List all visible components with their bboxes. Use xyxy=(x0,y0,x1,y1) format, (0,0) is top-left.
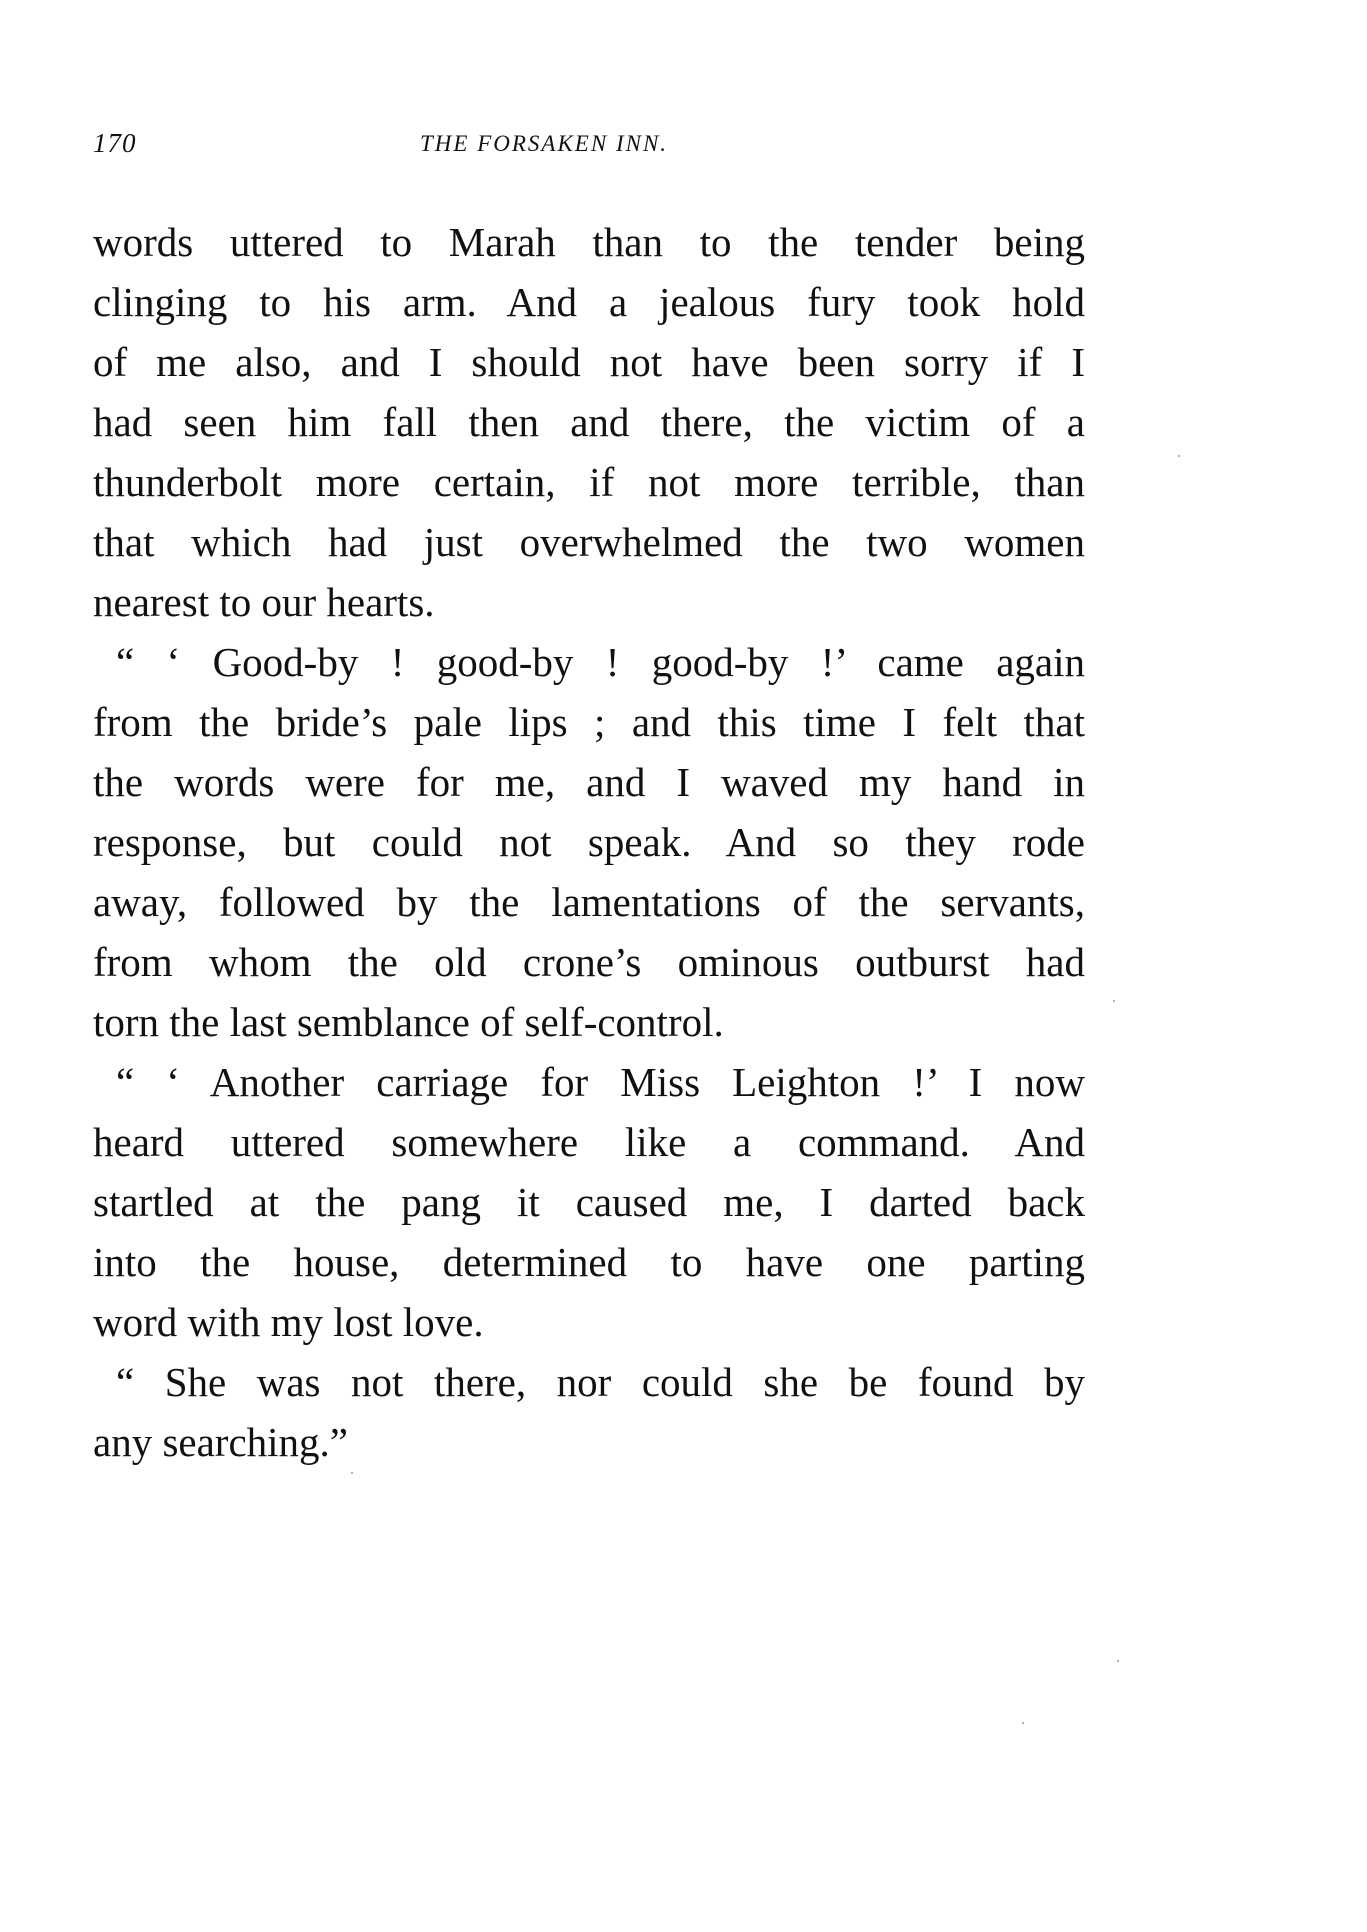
scan-speck xyxy=(1113,1000,1115,1002)
text-line: startled at the pang it caused me, I darted back xyxy=(93,1179,1085,1225)
text-line: torn the last semblance of self-control. xyxy=(93,999,724,1045)
text-line: heard uttered somewhere like a command. And xyxy=(93,1119,1085,1165)
text-line: words uttered to Marah than to the tender being xyxy=(93,219,1085,265)
running-title: THE FORSAKEN INN. xyxy=(420,131,669,156)
text-line: away, followed by the lamentations of the servants, xyxy=(93,879,1085,925)
text-line: from whom the old crone’s ominous outburst had xyxy=(93,939,1085,985)
text-line: of me also, and I should not have been sorry if I xyxy=(93,339,1085,385)
text-line: word with my lost love. xyxy=(93,1299,484,1345)
page-number: 170 xyxy=(93,128,137,158)
text-line: into the house, determined to have one parting xyxy=(93,1239,1085,1285)
text-line: thunderbolt more certain, if not more terrible, than xyxy=(93,459,1085,505)
text-line: “ She was not there, nor could she be found by xyxy=(116,1359,1085,1405)
text-line: had seen him fall then and there, the victim of a xyxy=(93,399,1085,445)
text-line: the words were for me, and I waved my hand in xyxy=(93,759,1085,805)
scan-speck xyxy=(1117,1660,1119,1662)
text-line: nearest to our hearts. xyxy=(93,579,435,625)
text-line: any searching.” xyxy=(93,1419,348,1465)
text-line: “ ‘ Another carriage for Miss Leighton !’ I now xyxy=(116,1059,1085,1105)
scan-speck xyxy=(1022,1722,1024,1724)
scan-speck xyxy=(1178,455,1180,457)
scan-speck xyxy=(351,1472,353,1474)
text-line: clinging to his arm. And a jealous fury took hold xyxy=(93,279,1085,325)
text-line: from the bride’s pale lips ; and this time I felt that xyxy=(93,699,1085,745)
text-line: that which had just overwhelmed the two women xyxy=(93,519,1085,565)
text-line: response, but could not speak. And so they rode xyxy=(93,819,1085,865)
text-line: “ ‘ Good-by ! good-by ! good-by !’ came again xyxy=(116,639,1085,685)
